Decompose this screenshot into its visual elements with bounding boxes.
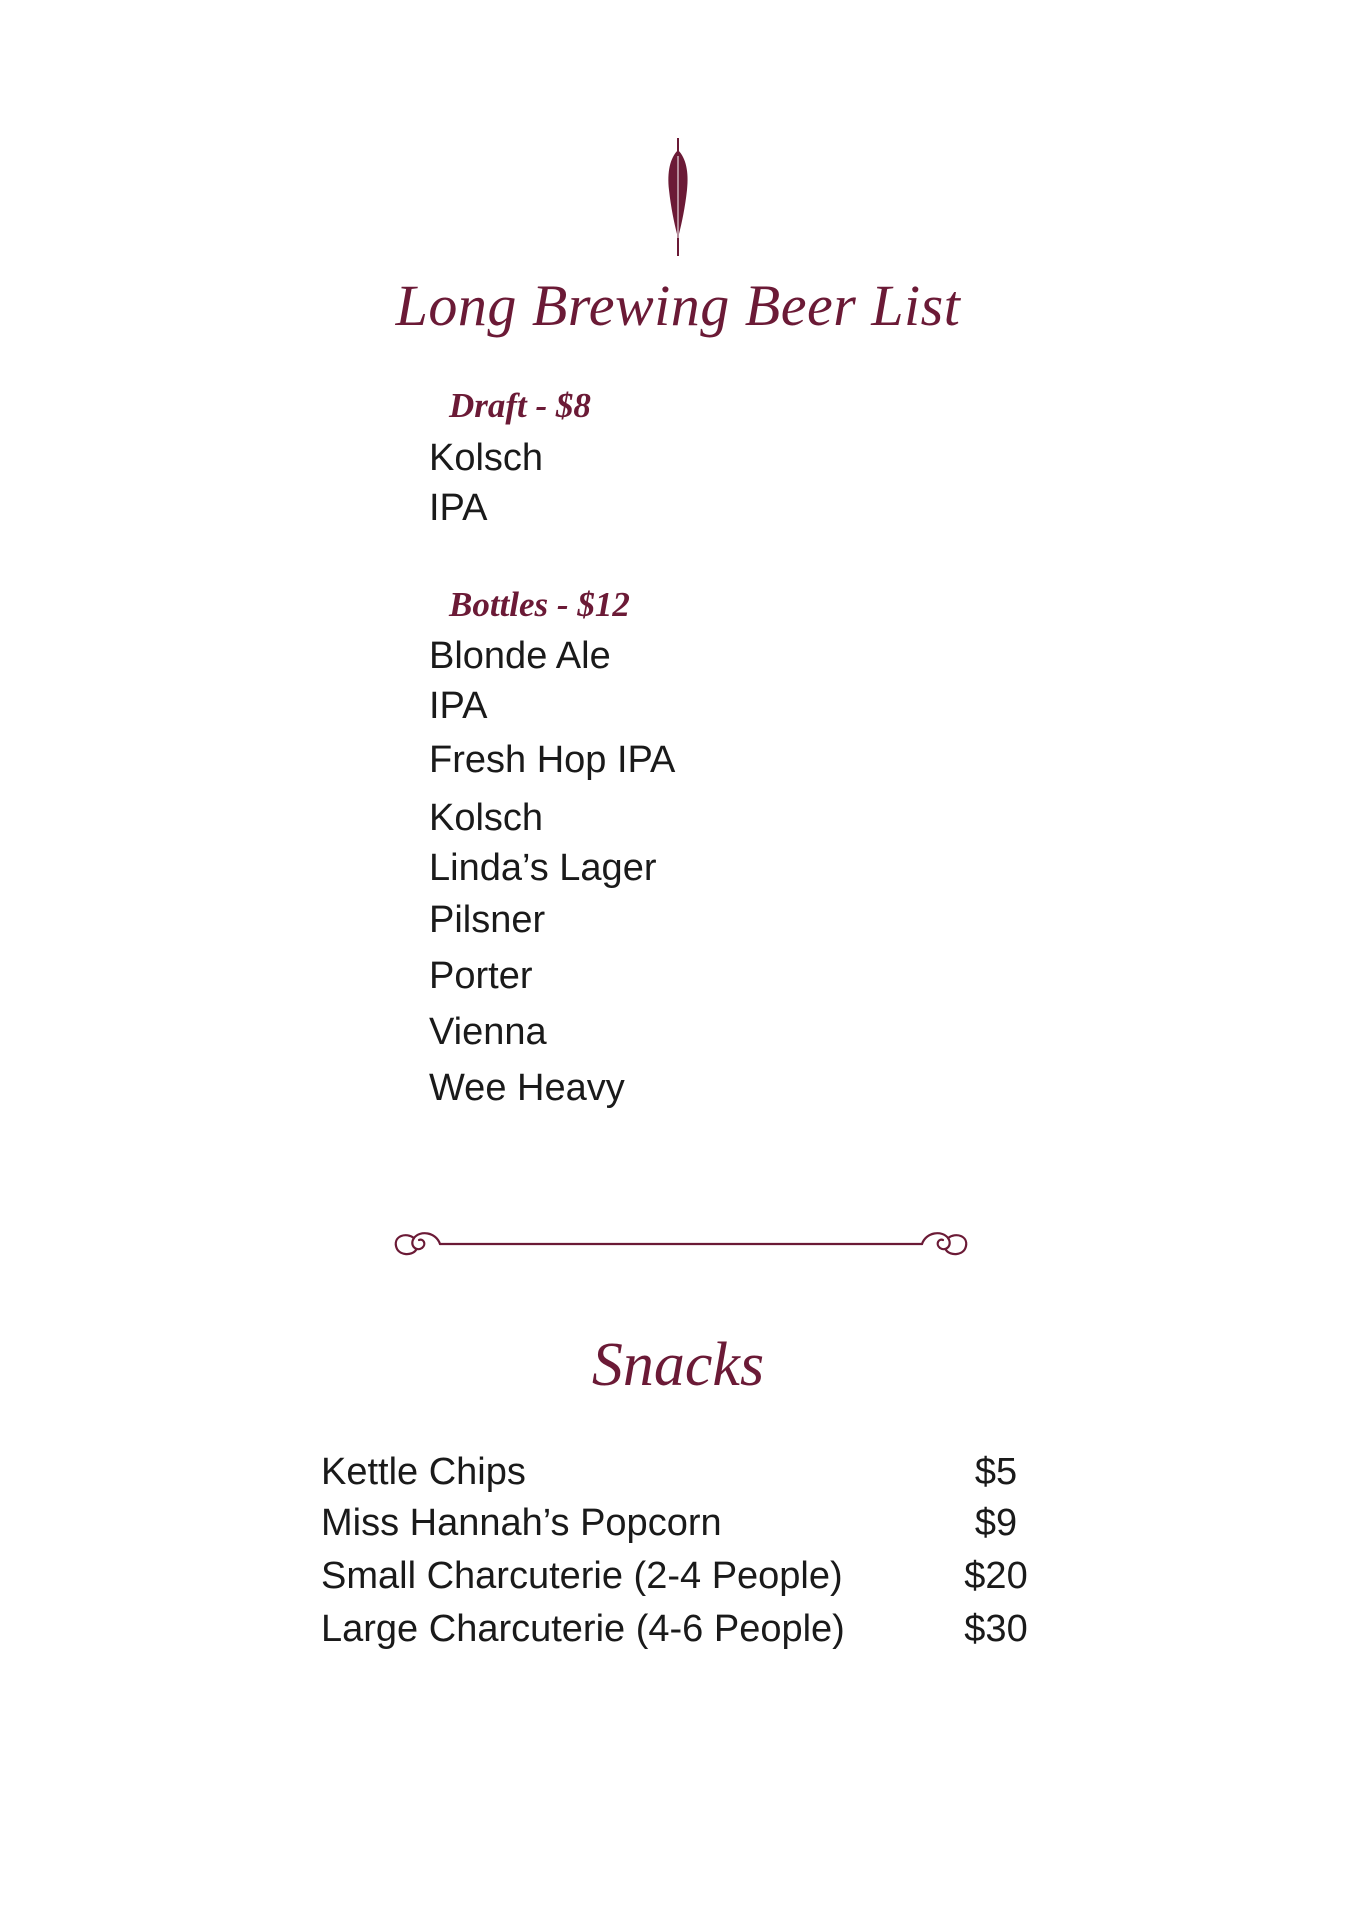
snack-price: $5 [974, 1451, 1018, 1493]
section-header-draft: Draft - $8 [449, 386, 591, 425]
snack-price: $30 [964, 1608, 1028, 1650]
table-row [321, 1605, 1041, 1653]
snack-name: Miss Hannah’s Popcorn [321, 1502, 722, 1544]
snack-name: Small Charcuterie (2-4 People) [321, 1555, 843, 1597]
table-row [321, 1552, 1041, 1600]
snack-price: $9 [974, 1502, 1018, 1544]
snacks-title: Snacks [591, 1331, 765, 1399]
list-item: Blonde Ale [429, 635, 611, 677]
list-item: Kolsch [429, 437, 544, 479]
page-title: Long Brewing Beer List [395, 273, 961, 338]
list-item: Vienna [429, 1011, 547, 1053]
ornamental-scroll-divider [390, 1222, 972, 1266]
section-header-bottles: Bottles - $12 [449, 585, 630, 624]
list-item: Wee Heavy [429, 1067, 625, 1109]
list-item: Porter [429, 955, 533, 997]
snack-price: $20 [964, 1555, 1028, 1597]
table-row [321, 1499, 1041, 1547]
list-item: IPA [429, 487, 488, 529]
list-item: Kolsch [429, 797, 544, 839]
table-row [321, 1448, 1041, 1496]
list-item: Fresh Hop IPA [429, 739, 676, 781]
list-item: Linda’s Lager [429, 847, 657, 889]
snack-name: Large Charcuterie (4-6 People) [321, 1608, 845, 1650]
list-item: IPA [429, 685, 488, 727]
list-item: Pilsner [429, 899, 546, 941]
snack-name: Kettle Chips [321, 1451, 526, 1493]
hop-leaf-icon [660, 138, 696, 256]
